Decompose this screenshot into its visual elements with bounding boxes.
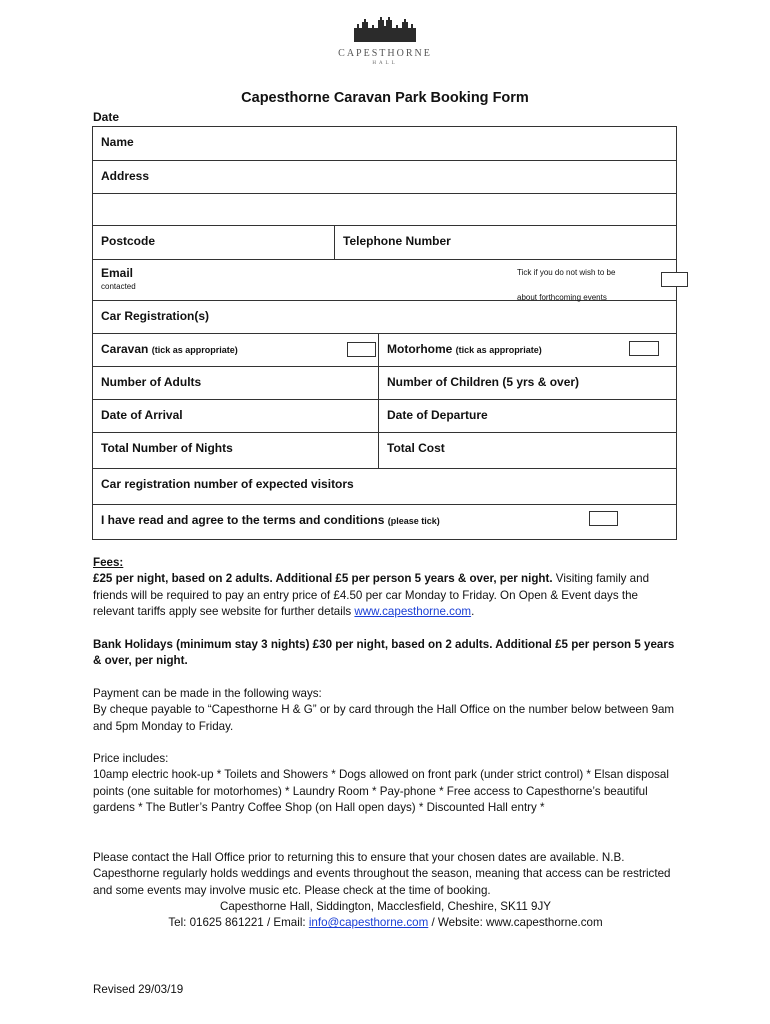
contact-section bbox=[93, 850, 678, 931]
adults-field[interactable] bbox=[93, 367, 379, 399]
tick-note-line1: Tick if you do not wish to be bbox=[517, 268, 616, 277]
price-heading: Price includes: bbox=[93, 752, 169, 765]
contact-address: Capesthorne Hall, Siddington, Macclesfield, Cheshire, SK11 9JY bbox=[219, 899, 552, 913]
name-label: Name bbox=[101, 135, 134, 149]
children-label: Number of Children (5 yrs & over) bbox=[387, 375, 580, 389]
dates-row bbox=[93, 400, 676, 433]
name-row[interactable] bbox=[93, 127, 676, 161]
caravan-checkbox[interactable] bbox=[347, 342, 376, 357]
bank-holidays-text: Bank Holidays (minimum stay 3 nights) £30 per night, based on 2 adults. Additional £5 per person 5 years & over, per night. bbox=[93, 638, 675, 668]
booking-form bbox=[92, 126, 677, 540]
postcode-label: Postcode bbox=[101, 234, 156, 248]
contact-details bbox=[93, 915, 678, 931]
email-link[interactable]: info@capesthorne.com bbox=[308, 916, 429, 930]
telephone-field[interactable] bbox=[335, 226, 676, 259]
contact-paragraph: Please contact the Hall Office prior to returning this to ensure that your chosen dates are available. N.B. Capesthorne regularly holds weddings and events throughout the season, meaning that access can be restricted and some events may involve music etc. Please check at the time of booking. bbox=[93, 851, 671, 897]
motorhome-tick-hint: (tick as appropriate) bbox=[455, 345, 542, 355]
revised-date: Revised 29/03/19 bbox=[93, 983, 184, 996]
cost-label: Total Cost bbox=[387, 441, 445, 455]
capesthorne-logo bbox=[330, 16, 440, 66]
address-row[interactable] bbox=[93, 161, 676, 194]
terms-checkbox[interactable] bbox=[589, 511, 618, 526]
email-contacted-note: contacted bbox=[101, 282, 136, 291]
address-line-2[interactable] bbox=[93, 194, 676, 226]
fees-period: . bbox=[471, 604, 475, 618]
arrival-label: Date of Arrival bbox=[101, 408, 183, 422]
occupants-row bbox=[93, 367, 676, 400]
caravan-tick-hint: (tick as appropriate) bbox=[151, 345, 238, 355]
payment-intro: Payment can be made in the following ways: bbox=[93, 687, 322, 700]
contact-website: / Website: www.capesthorne.com bbox=[428, 916, 603, 930]
departure-label: Date of Departure bbox=[387, 408, 488, 422]
payment-section bbox=[93, 686, 678, 735]
children-field[interactable] bbox=[379, 367, 676, 399]
castle-icon bbox=[352, 16, 418, 42]
fees-section bbox=[93, 555, 678, 620]
fees-visitors-note: Visiting family and friends will be required to pay an entry price of £4.50 per car Monday to Friday. On Open & Event days the relevant tariffs apply see website for further details bbox=[93, 572, 650, 618]
contact-tel: Tel: 01625 861221 / Email: bbox=[168, 916, 309, 930]
cost-field[interactable] bbox=[379, 433, 676, 468]
totals-row bbox=[93, 433, 676, 469]
adults-label: Number of Adults bbox=[101, 375, 202, 389]
email-row[interactable] bbox=[93, 260, 676, 301]
tick-note-line2: about forthcoming events bbox=[517, 293, 607, 302]
visitors-row[interactable] bbox=[93, 469, 676, 505]
arrival-field[interactable] bbox=[93, 400, 379, 432]
postcode-field[interactable] bbox=[93, 226, 335, 259]
motorhome-cell bbox=[379, 334, 676, 366]
caravan-label: Caravan bbox=[101, 342, 149, 356]
price-body: 10amp electric hook-up * Toilets and Showers * Dogs allowed on front park (under strict control) * Elsan disposal points (one suitable for motorhomes) * Laundry Room * Pay-phone * Free access to Capesthorne’s beautiful gardens * The Butler’s Pantry Coffee Shop (on Hall open days) * Discounted Hall entry * bbox=[93, 768, 669, 814]
car-registration-row[interactable] bbox=[93, 301, 676, 334]
fees-heading: Fees: bbox=[93, 556, 124, 569]
visitors-label: Car registration number of expected visitors bbox=[101, 477, 354, 491]
terms-row bbox=[93, 505, 676, 539]
fees-rate: £25 per night, based on 2 adults. Additional £5 per person 5 years & over, per night. bbox=[93, 572, 553, 586]
motorhome-label: Motorhome bbox=[387, 342, 453, 356]
price-section bbox=[93, 751, 678, 816]
nights-label: Total Number of Nights bbox=[101, 441, 233, 455]
page-title: Capesthorne Caravan Park Booking Form bbox=[241, 90, 529, 106]
payment-methods: By cheque payable to “Capesthorne H & G” or by card through the Hall Office on the number below between 9am and 5pm Monday to Friday. bbox=[93, 703, 675, 733]
postcode-telephone-row bbox=[93, 226, 676, 260]
no-contact-checkbox[interactable] bbox=[661, 272, 688, 287]
logo-subtitle: HALL bbox=[372, 61, 398, 66]
terms-tick-hint: (please tick) bbox=[387, 516, 440, 526]
nights-field[interactable] bbox=[93, 433, 379, 468]
car-registration-label: Car Registration(s) bbox=[101, 309, 210, 323]
departure-field[interactable] bbox=[379, 400, 676, 432]
fees-paragraph bbox=[93, 571, 678, 620]
telephone-label: Telephone Number bbox=[343, 234, 451, 248]
caravan-cell bbox=[93, 334, 379, 366]
email-label: Email bbox=[101, 266, 134, 280]
website-link[interactable]: www.capesthorne.com bbox=[354, 604, 472, 618]
logo-name: CAPESTHORNE bbox=[338, 48, 432, 59]
vehicle-type-row bbox=[93, 334, 676, 367]
terms-label: I have read and agree to the terms and conditions bbox=[101, 513, 385, 527]
address-label: Address bbox=[101, 169, 150, 183]
motorhome-checkbox[interactable] bbox=[629, 341, 659, 356]
date-label: Date bbox=[93, 110, 120, 124]
